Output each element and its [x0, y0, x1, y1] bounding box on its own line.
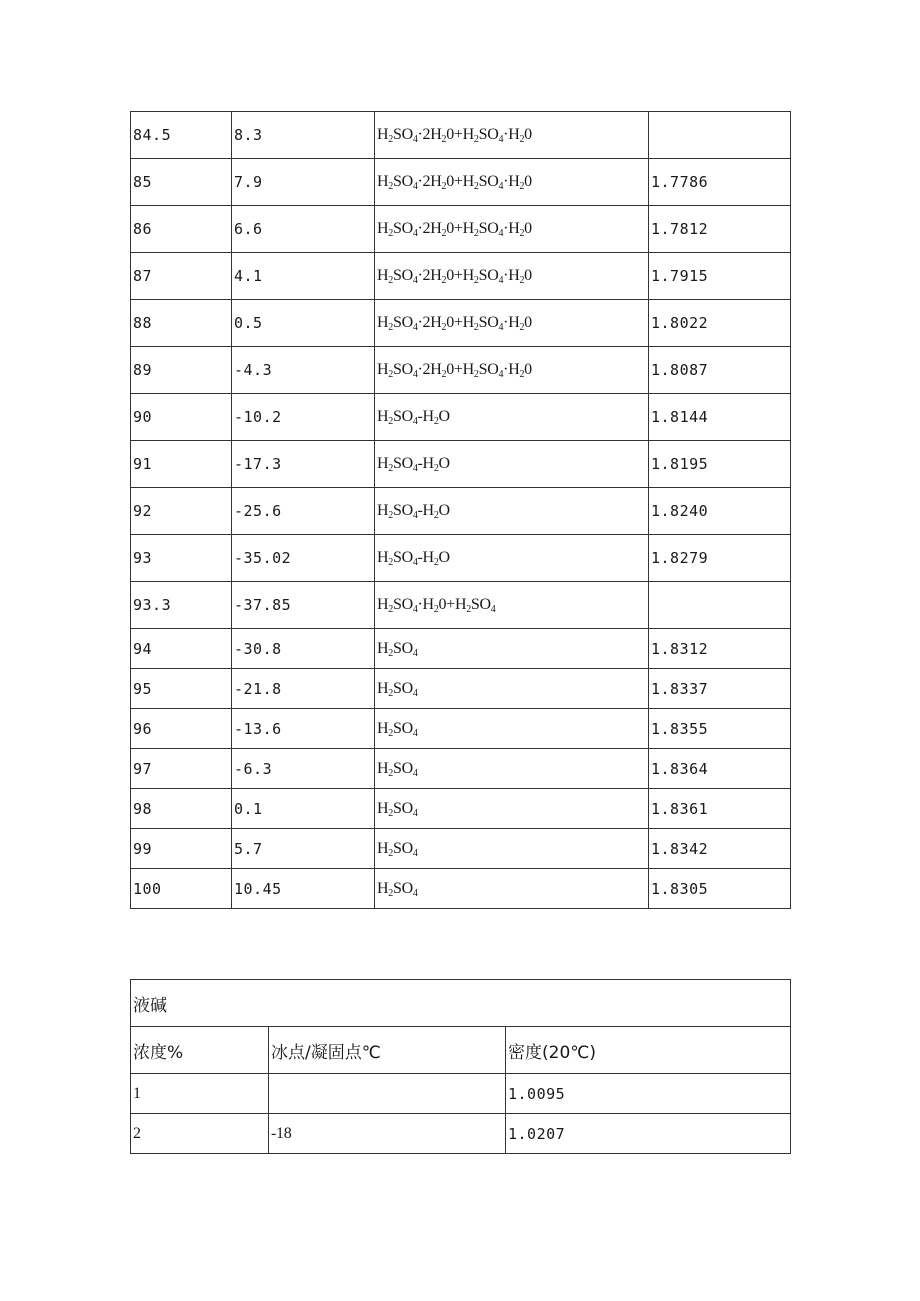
formula-text: -H — [417, 408, 434, 425]
concentration-cell: 86 — [131, 206, 232, 253]
formula-text: SO — [392, 639, 413, 657]
formula-text: H — [377, 719, 389, 737]
formula-text: H — [377, 879, 389, 897]
lye-concentration-cell: 1 — [131, 1074, 269, 1114]
formula-subscript: 2 — [466, 604, 471, 615]
lye-title-row — [131, 980, 791, 1027]
formula-text: 0+H — [446, 173, 474, 190]
formula-text: ·H — [503, 220, 520, 237]
table-row — [131, 394, 791, 441]
formula-subscript: 2 — [388, 727, 393, 739]
formula-subscript: 4 — [498, 369, 504, 380]
formula-text: 0+H — [446, 314, 474, 331]
formula-subscript: 4 — [412, 557, 418, 568]
freezing-point-cell: 0.5 — [232, 300, 375, 347]
formula-text: O — [438, 408, 450, 425]
freezing-point-cell: 6.6 — [232, 206, 375, 253]
formula-text: H — [377, 126, 389, 143]
freezing-point-cell: -30.8 — [232, 629, 375, 669]
concentration-cell: 93.3 — [131, 582, 232, 629]
density-cell: 1.8279 — [649, 535, 791, 582]
freezing-point-cell: -10.2 — [232, 394, 375, 441]
concentration-cell: 89 — [131, 347, 232, 394]
formula-text: ·H — [503, 126, 520, 143]
freezing-point-cell: -13.6 — [232, 709, 375, 749]
formula-subscript: 4 — [490, 604, 496, 615]
formula-subscript: 4 — [498, 228, 504, 239]
formula-subscript: 2 — [388, 510, 393, 521]
formula-subscript: 2 — [433, 557, 439, 568]
solid-phase-cell — [375, 535, 649, 582]
density-cell: 1.8087 — [649, 347, 791, 394]
formula-subscript: 2 — [388, 228, 393, 239]
formula-subscript: 4 — [412, 807, 418, 819]
freezing-point-cell: -21.8 — [232, 669, 375, 709]
formula-subscript: 2 — [388, 557, 393, 568]
formula-text: -H — [417, 549, 434, 566]
formula-subscript: 2 — [441, 275, 447, 286]
formula-text: -H — [417, 502, 434, 519]
concentration-cell: 95 — [131, 669, 232, 709]
formula-subscript: 4 — [498, 275, 504, 286]
formula-text: ·2H — [417, 126, 442, 143]
formula-subscript: 2 — [388, 807, 393, 819]
formula-subscript: 4 — [412, 847, 418, 859]
formula-subscript: 4 — [412, 416, 418, 427]
concentration-cell: 87 — [131, 253, 232, 300]
formula-text: H — [377, 679, 389, 697]
lye-freezing-point-cell: -18 — [269, 1114, 506, 1154]
formula-subscript: 4 — [412, 887, 418, 899]
concentration-cell: 90 — [131, 394, 232, 441]
formula-subscript: 4 — [412, 463, 418, 474]
formula-text: SO — [392, 679, 413, 697]
formula-subscript: 2 — [441, 369, 447, 380]
solid-phase-cell — [375, 669, 649, 709]
concentration-cell: 96 — [131, 709, 232, 749]
formula-text: H — [377, 502, 389, 519]
formula-subscript: 2 — [519, 322, 525, 333]
table-row — [131, 829, 791, 869]
formula-subscript: 2 — [473, 181, 479, 192]
solid-phase-cell — [375, 253, 649, 300]
solid-phase-cell — [375, 629, 649, 669]
formula-text: H — [377, 361, 389, 378]
density-cell: 1.8022 — [649, 300, 791, 347]
formula-subscript: 2 — [433, 416, 439, 427]
concentration-cell: 88 — [131, 300, 232, 347]
table-row — [131, 1114, 791, 1154]
formula-subscript: 2 — [388, 369, 393, 380]
freezing-point-cell: 8.3 — [232, 112, 375, 159]
freezing-point-cell: 7.9 — [232, 159, 375, 206]
formula-subscript: 2 — [519, 134, 525, 145]
formula-subscript: 4 — [412, 687, 418, 699]
formula-text: SO — [470, 596, 491, 613]
formula-subscript: 4 — [412, 181, 418, 192]
formula-subscript: 2 — [388, 463, 393, 474]
formula-subscript: 4 — [498, 134, 504, 145]
formula-subscript: 2 — [519, 228, 525, 239]
formula-text: SO — [392, 126, 413, 143]
concentration-cell: 85 — [131, 159, 232, 206]
table-row — [131, 869, 791, 909]
density-cell: 1.8240 — [649, 488, 791, 535]
table-row — [131, 749, 791, 789]
density-cell: 1.8342 — [649, 829, 791, 869]
formula-text: 0+H — [446, 361, 474, 378]
solid-phase-cell — [375, 159, 649, 206]
formula-text: SO — [478, 173, 499, 190]
sulfuric-acid-table-body — [131, 112, 791, 909]
formula-text: SO — [392, 596, 413, 613]
table-row — [131, 159, 791, 206]
formula-subscript: 2 — [388, 416, 393, 427]
formula-text: ·2H — [417, 361, 442, 378]
formula-text: SO — [478, 126, 499, 143]
formula-text: SO — [392, 455, 413, 472]
formula-subscript: 2 — [473, 369, 479, 380]
formula-text: SO — [392, 173, 413, 190]
formula-text: SO — [392, 759, 413, 777]
lye-density-cell: 1.0095 — [506, 1074, 791, 1114]
formula-text: H — [377, 639, 389, 657]
formula-text: H — [377, 455, 389, 472]
formula-text: SO — [392, 879, 413, 897]
formula-text: O — [438, 502, 450, 519]
concentration-cell: 84.5 — [131, 112, 232, 159]
density-cell: 1.8364 — [649, 749, 791, 789]
concentration-cell: 99 — [131, 829, 232, 869]
formula-text: ·H — [503, 314, 520, 331]
formula-subscript: 4 — [412, 727, 418, 739]
table-row — [131, 206, 791, 253]
table-row — [131, 112, 791, 159]
density-cell: 1.8361 — [649, 789, 791, 829]
table-row — [131, 629, 791, 669]
table-row — [131, 441, 791, 488]
formula-text: 0 — [524, 361, 532, 378]
formula-text: SO — [478, 267, 499, 284]
formula-subscript: 2 — [388, 767, 393, 779]
formula-subscript: 2 — [388, 887, 393, 899]
formula-text: SO — [478, 314, 499, 331]
solid-phase-cell — [375, 206, 649, 253]
concentration-cell: 100 — [131, 869, 232, 909]
table-row — [131, 582, 791, 629]
formula-text: ·2H — [417, 267, 442, 284]
formula-text: H — [377, 173, 389, 190]
lye-concentration-cell: 2 — [131, 1114, 269, 1154]
formula-text: ·H — [417, 596, 434, 613]
density-cell: 1.8305 — [649, 869, 791, 909]
freezing-point-cell: -37.85 — [232, 582, 375, 629]
formula-text: 0 — [524, 126, 532, 143]
formula-subscript: 2 — [433, 510, 439, 521]
solid-phase-cell — [375, 789, 649, 829]
formula-text: 0+H — [446, 220, 474, 237]
density-cell: 1.8144 — [649, 394, 791, 441]
solid-phase-cell — [375, 300, 649, 347]
freezing-point-cell: -4.3 — [232, 347, 375, 394]
formula-text: 0 — [524, 267, 532, 284]
formula-subscript: 2 — [473, 134, 479, 145]
formula-subscript: 2 — [388, 275, 393, 286]
solid-phase-cell — [375, 488, 649, 535]
density-cell — [649, 582, 791, 629]
formula-subscript: 4 — [412, 134, 418, 145]
formula-text: 0+H — [438, 596, 467, 613]
density-cell: 1.7915 — [649, 253, 791, 300]
formula-subscript: 4 — [412, 322, 418, 333]
formula-text: H — [377, 596, 389, 613]
concentration-cell: 93 — [131, 535, 232, 582]
formula-text: SO — [478, 220, 499, 237]
lye-table — [130, 979, 791, 1154]
solid-phase-cell — [375, 829, 649, 869]
solid-phase-cell — [375, 709, 649, 749]
formula-subscript: 2 — [519, 369, 525, 380]
freezing-point-cell: -17.3 — [232, 441, 375, 488]
formula-subscript: 2 — [388, 134, 393, 145]
formula-subscript: 2 — [388, 647, 393, 659]
formula-subscript: 2 — [388, 847, 393, 859]
formula-subscript: 2 — [519, 181, 525, 192]
formula-subscript: 4 — [412, 275, 418, 286]
formula-subscript: 2 — [433, 463, 439, 474]
formula-subscript: 2 — [388, 181, 393, 192]
freezing-point-cell: -35.02 — [232, 535, 375, 582]
formula-subscript: 4 — [412, 647, 418, 659]
formula-subscript: 2 — [388, 687, 393, 699]
formula-text: SO — [392, 799, 413, 817]
concentration-cell: 97 — [131, 749, 232, 789]
concentration-cell: 98 — [131, 789, 232, 829]
formula-subscript: 2 — [519, 275, 525, 286]
density-cell — [649, 112, 791, 159]
formula-subscript: 2 — [473, 275, 479, 286]
freezing-point-cell: -6.3 — [232, 749, 375, 789]
lye-density-cell: 1.0207 — [506, 1114, 791, 1154]
table-row — [131, 709, 791, 749]
lye-freezing-point-cell — [269, 1074, 506, 1114]
formula-subscript: 4 — [498, 181, 504, 192]
concentration-cell: 92 — [131, 488, 232, 535]
formula-text: H — [377, 314, 389, 331]
formula-text: SO — [392, 549, 413, 566]
formula-subscript: 2 — [473, 228, 479, 239]
formula-text: ·H — [503, 267, 520, 284]
formula-text: H — [377, 759, 389, 777]
formula-text: H — [377, 408, 389, 425]
formula-subscript: 2 — [473, 322, 479, 333]
formula-subscript: 2 — [441, 181, 447, 192]
solid-phase-cell — [375, 347, 649, 394]
formula-subscript: 4 — [498, 322, 504, 333]
density-cell: 1.8312 — [649, 629, 791, 669]
formula-text: 0+H — [446, 267, 474, 284]
density-cell: 1.7786 — [649, 159, 791, 206]
formula-text: ·2H — [417, 220, 442, 237]
formula-text: SO — [392, 361, 413, 378]
header-concentration: 浓度% — [131, 1027, 269, 1074]
table-row — [131, 347, 791, 394]
formula-text: 0 — [524, 314, 532, 331]
formula-subscript: 2 — [441, 134, 447, 145]
formula-text: SO — [392, 408, 413, 425]
freezing-point-cell: 5.7 — [232, 829, 375, 869]
formula-text: SO — [392, 839, 413, 857]
freezing-point-cell: -25.6 — [232, 488, 375, 535]
solid-phase-cell — [375, 112, 649, 159]
table-row — [131, 535, 791, 582]
density-cell: 1.8195 — [649, 441, 791, 488]
formula-subscript: 2 — [441, 228, 447, 239]
formula-text: H — [377, 220, 389, 237]
header-freezing-point: 冰点/凝固点℃ — [269, 1027, 506, 1074]
solid-phase-cell — [375, 441, 649, 488]
table-row — [131, 669, 791, 709]
formula-text: -H — [417, 455, 434, 472]
formula-text: SO — [478, 361, 499, 378]
lye-header-row — [131, 1027, 791, 1074]
formula-subscript: 2 — [388, 604, 393, 615]
formula-text: O — [438, 549, 450, 566]
formula-subscript: 4 — [412, 369, 418, 380]
formula-text: H — [377, 799, 389, 817]
table-row — [131, 300, 791, 347]
table-row — [131, 789, 791, 829]
formula-text: SO — [392, 719, 413, 737]
solid-phase-cell — [375, 582, 649, 629]
sulfuric-acid-table — [130, 111, 791, 909]
formula-subscript: 2 — [388, 322, 393, 333]
formula-text: SO — [392, 314, 413, 331]
solid-phase-cell — [375, 749, 649, 789]
formula-subscript: 4 — [412, 510, 418, 521]
lye-table-title: 液碱 — [131, 980, 791, 1027]
freezing-point-cell: 0.1 — [232, 789, 375, 829]
table-row — [131, 253, 791, 300]
concentration-cell: 91 — [131, 441, 232, 488]
formula-text: ·2H — [417, 173, 442, 190]
freezing-point-cell: 10.45 — [232, 869, 375, 909]
formula-text: SO — [392, 502, 413, 519]
density-cell: 1.8337 — [649, 669, 791, 709]
concentration-cell: 94 — [131, 629, 232, 669]
formula-text: ·2H — [417, 314, 442, 331]
formula-subscript: 4 — [412, 604, 418, 615]
table-row — [131, 488, 791, 535]
header-density: 密度(20℃) — [506, 1027, 791, 1074]
formula-subscript: 2 — [433, 604, 439, 615]
formula-text: ·H — [503, 361, 520, 378]
solid-phase-cell — [375, 869, 649, 909]
formula-text: H — [377, 839, 389, 857]
formula-text: SO — [392, 220, 413, 237]
formula-text: 0 — [524, 173, 532, 190]
formula-subscript: 2 — [441, 322, 447, 333]
formula-text: O — [438, 455, 450, 472]
solid-phase-cell — [375, 394, 649, 441]
freezing-point-cell: 4.1 — [232, 253, 375, 300]
formula-subscript: 4 — [412, 767, 418, 779]
formula-text: ·H — [503, 173, 520, 190]
table-row — [131, 1074, 791, 1114]
density-cell: 1.8355 — [649, 709, 791, 749]
formula-subscript: 4 — [412, 228, 418, 239]
density-cell: 1.7812 — [649, 206, 791, 253]
formula-text: H — [377, 267, 389, 284]
formula-text: H — [377, 549, 389, 566]
formula-text: SO — [392, 267, 413, 284]
formula-text: 0 — [524, 220, 532, 237]
formula-text: 0+H — [446, 126, 474, 143]
